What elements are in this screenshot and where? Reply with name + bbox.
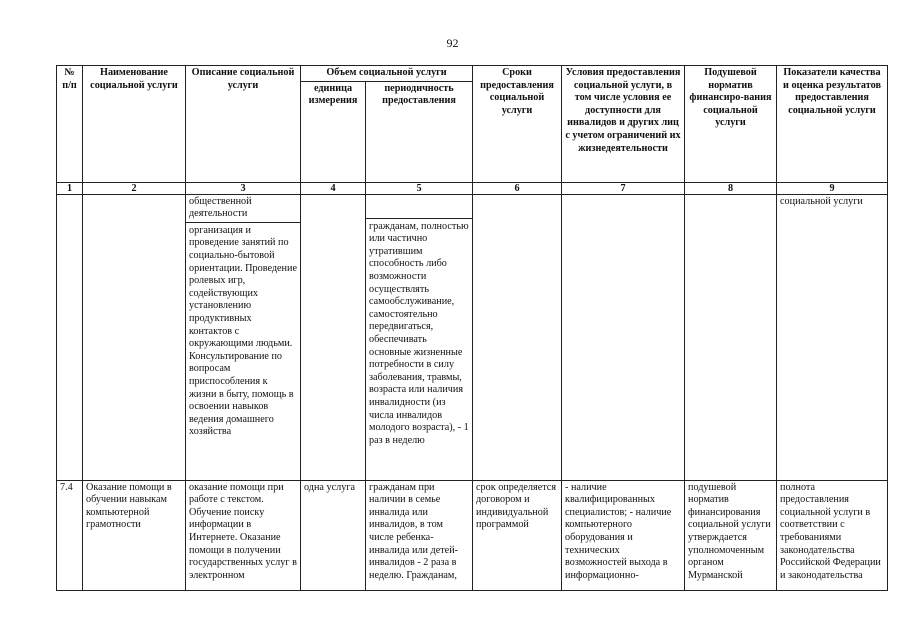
header-unit: единица измерения [301, 81, 366, 182]
description-main: организация и проведение занятий по социально-бытовой ориентации. Проведение ролевых игр, содействующих установлению продуктивных контактов с окружающими людьми. Консультирование по вопросам приспособления к жизни в быту, помощь в освоении навыков ведения домашнего хозяйства [189, 224, 297, 438]
column-number: 2 [83, 182, 186, 194]
header-quality: Показатели качества и оценка результатов предоставления социальной услуги [777, 66, 888, 183]
header-num: № п/п [57, 66, 83, 183]
cell-quality: полнота предоставления социальной услуги в соответствии с требованиями законодательства Российской Федерации и законодательства [777, 480, 888, 590]
cell-norm: подушевой норматив финансирования социальной услуги утверждается уполномоченным органом Мурманской [685, 480, 777, 590]
cell-unit-empty [301, 194, 366, 480]
frequency-top-empty [366, 196, 472, 219]
header-name: Наименование социальной услуги [83, 66, 186, 183]
cell-quality: социальной услуги [777, 194, 888, 480]
header-description: Описание социальной услуги [186, 66, 301, 183]
header-frequency: периодичность предоставления [366, 81, 473, 182]
header-conditions: Условия предоставления социальной услуги, в том числе условия ее доступности для инвалидов и других лиц с учетом ограничений их жизнедеятельности [562, 66, 685, 183]
cell-frequency [366, 194, 473, 480]
cell-norm-empty [685, 194, 777, 480]
social-services-table [56, 65, 888, 591]
column-number: 4 [301, 182, 366, 194]
cell-description: оказание помощи при работе с текстом. Обучение поиску информации в Интернете. Оказание помощи в получении государственных услуг в электронном [186, 480, 301, 590]
cell-terms-empty [473, 194, 562, 480]
column-number: 6 [473, 182, 562, 194]
cell-num: 7.4 [57, 480, 83, 590]
cell-unit: одна услуга [301, 480, 366, 590]
cell-name-empty [83, 194, 186, 480]
header-terms: Сроки предоставления социальной услуги [473, 66, 562, 183]
cell-frequency: гражданам при наличии в семье инвалида или инвалидов, в том числе ребенка-инвалида или детей-инвалидов - 2 раза в неделю. Гражданам, [366, 480, 473, 590]
column-number: 3 [186, 182, 301, 194]
cell-terms: срок определяется договором и индивидуальной программой [473, 480, 562, 590]
cell-conditions: - наличие квалифицированных специалистов; - наличие компьютерного оборудования и технических возможностей выхода в информационно- [562, 480, 685, 590]
table-row-7-4 [57, 480, 888, 590]
column-number: 1 [57, 182, 83, 194]
description-top: общественной деятельности [186, 196, 300, 223]
cell-num-empty [57, 194, 83, 480]
header-norm: Подушевой норматив финансиро-вания социальной услуги [685, 66, 777, 183]
cell-description [186, 194, 301, 480]
column-numbers-row [57, 182, 888, 194]
cell-name: Оказание помощи в обучении навыкам компьютерной грамотности [83, 480, 186, 590]
page-number: 92 [446, 36, 459, 50]
column-number: 9 [777, 182, 888, 194]
table-row-continued [57, 194, 888, 480]
column-number: 5 [366, 182, 473, 194]
header-volume-group: Объем социальной услуги [301, 66, 473, 82]
frequency-text: гражданам, полностью или частично утратившим способность либо возможности осуществлять самообслуживание, самостоятельно передвигаться, обеспечивать основные жизненные потребности в силу заболевания, травмы, возраста или наличия инвалидности (из числа инвалидов молодого возраста), - 1 раз в неделю [369, 220, 469, 446]
cell-conditions-empty [562, 194, 685, 480]
column-number: 8 [685, 182, 777, 194]
column-number: 7 [562, 182, 685, 194]
